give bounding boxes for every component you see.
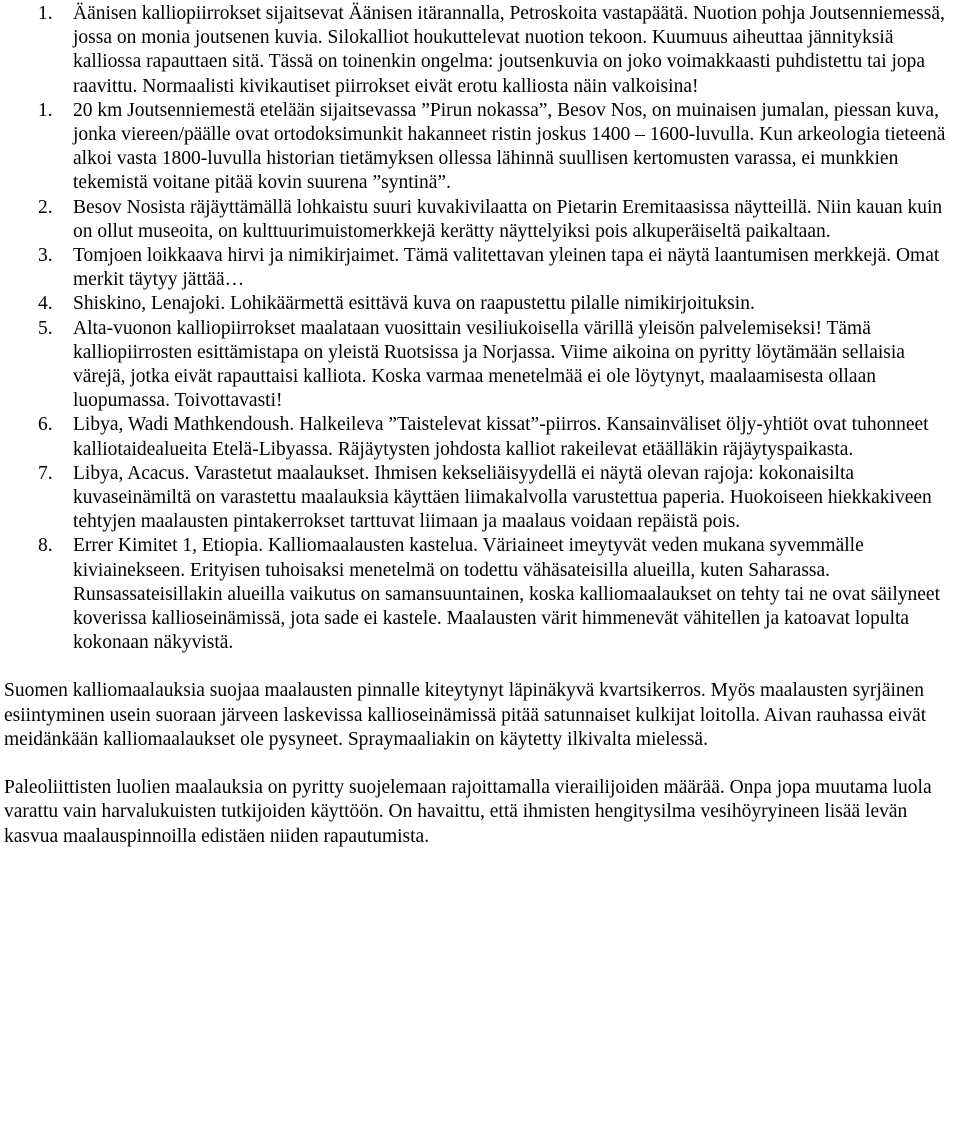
paragraph-spacer [4,752,954,776]
list-item-text: Errer Kimitet 1, Etiopia. Kalliomaalausten kastelua. Väriaineet imeytyvät veden mukana syvemmälle kiviainekseen. Erityisen tuhoisaksi menetelmä on todettu vähäsateisilla alueilla, kuten Saharassa. Runsassateisillakin alueilla vaikutus on samansuuntainen, koska kalliomaalaukset on tehty tai ne ovat säilyneet koverissa kallioseinämissä, jota sade ei kastele. Maalausten värit himmenevät vähitellen ja katoavat lopulta kokonaan näkyvistä. [73,535,941,654]
list-item-number: 6. [38,414,53,436]
list-item [4,99,954,196]
list-item [4,2,954,99]
list-item-text: Shiskino, Lenajoki. Lohikäärmettä esittävä kuva on raapustettu pilalle nimikirjoituksin. [73,293,755,315]
list-item-number: 1. [38,99,53,121]
list-item-number: 4. [38,293,53,315]
list-item-number: 5. [38,317,53,339]
list-item-text: Tomjoen loikkaava hirvi ja nimikirjaimet. Tämä valitettavan yleinen tapa ei näytä laantumisen merkkejä. Omat merkit täytyy jättää… [73,245,940,291]
list-item-number: 8. [38,535,53,557]
list-item-number: 2. [38,196,53,218]
list-item-number: 3. [38,245,53,267]
list-item [4,292,954,316]
list-item-text: Alta-vuonon kalliopiirrokset maalataan vuosittain vesiliukoisella värillä yleisön palvelemiseksi! Tämä kalliopiirrosten esittämistapa on yleistä Ruotsissa ja Norjassa. Viime aikoina on pyritty löytämään sellaisia värejä, jotka eivät rapauttaisi kalliota. Koska varmaa menetelmää ei ole löytynyt, maalaamisesta ollaan luopumassa. Toivottavasti! [73,317,905,412]
list-item [4,317,954,414]
list-item [4,534,954,655]
list-item-text: Libya, Wadi Mathkendoush. Halkeileva ”Taistelevat kissat”-piirros. Kansainväliset öljy-yhtiöt ovat tuhonneet kalliotaidealueita Etelä-Libyassa. Räjäytysten johdosta kalliot rakeilevat etäälläkin räjäytyspaikasta. [73,414,929,460]
document-body [4,2,954,849]
list-item [4,462,954,535]
list-item [4,244,954,292]
list-item-text: Besov Nosista räjäyttämällä lohkaistu suuri kuvakivilaatta on Pietarin Eremitaasissa näytteillä. Niin kauan kuin on ollut museoita, on kulttuurimuistomerkkejä kerätty näyttelyiksi pois alkuperäiseltä paikaltaan. [73,196,943,242]
list-item-number: 7. [38,462,53,484]
body-paragraph: Suomen kalliomaalauksia suojaa maalausten pinnalle kiteytynyt läpinäkyvä kvartsikerros. Myös maalausten syrjäinen esiintyminen usein suoraan järveen laskevissa kallioseinämissä pitää satunnaiset kulkijat loitolla. Aivan rauhassa eivät meidänkään kalliomaalaukset ole pysyneet. Spraymaaliakin on käytetty ilkivalta mielessä. [4,680,927,750]
list-item-text: Äänisen kalliopiirrokset sijaitsevat Äänisen itärannalla, Petroskoita vastapäätä. Nuotion pohja Joutsenniemessä, jossa on monia joutsenen kuvia. Silokalliot houkuttelevat nuotion tekoon. Kuumuus aiheuttaa jännityksiä kalliossa rapauttaen sitä. Tässä on toinenkin ongelma: joutsenkuvia on joko voimakkaasti puhdistettu tai jopa raavittu. Normaalisti kivikautiset piirrokset eivät erotu kalliosta näin valkoisina! [73,3,945,97]
list-item-number: 1. [38,3,53,24]
list-item-text: Libya, Acacus. Varastetut maalaukset. Ihmisen kekseliäisyydellä ei näytä olevan rajoja: kokonaisilta kuvaseinämiltä on varastettu maalauksia käyttäen liimakalvolla varustettua paperia. Huokoiseen hiekkakiveen tehtyjen maalausten pintakerrokset tarttuvat liimaan ja maalaus voidaan repäistä pois. [73,462,932,533]
list-item [4,196,954,244]
body-paragraph: Paleoliittisten luolien maalauksia on pyritty suojelemaan rajoittamalla vierailijoiden määrää. Onpa jopa muutama luola varattu vain harvalukuisten tutkijoiden käyttöön. On havaittu, että ihmisten hengitysilma vesihöyryineen lisää levän kasvua maalauspinnoilla edistäen niiden rapautumista. [4,777,932,847]
paragraph-spacer [4,655,954,679]
list-item [4,413,954,461]
list-item-text: 20 km Joutsenniemestä etelään sijaitsevassa ”Pirun nokassa”, Besov Nos, on muinaisen jumalan, piessan kuva, jonka viereen/päälle ovat ortodoksimunkit hakanneet ristin joskus 1400 – 1600-luvulla. Kun arkeologia tieteenä alkoi vasta 1800-luvulla historian tietämyksen ollessa lähinnä suullisen kertomusten varassa, ei munkkien tekemistä voitane pitää kovin suurena ”syntinä”. [73,99,946,194]
